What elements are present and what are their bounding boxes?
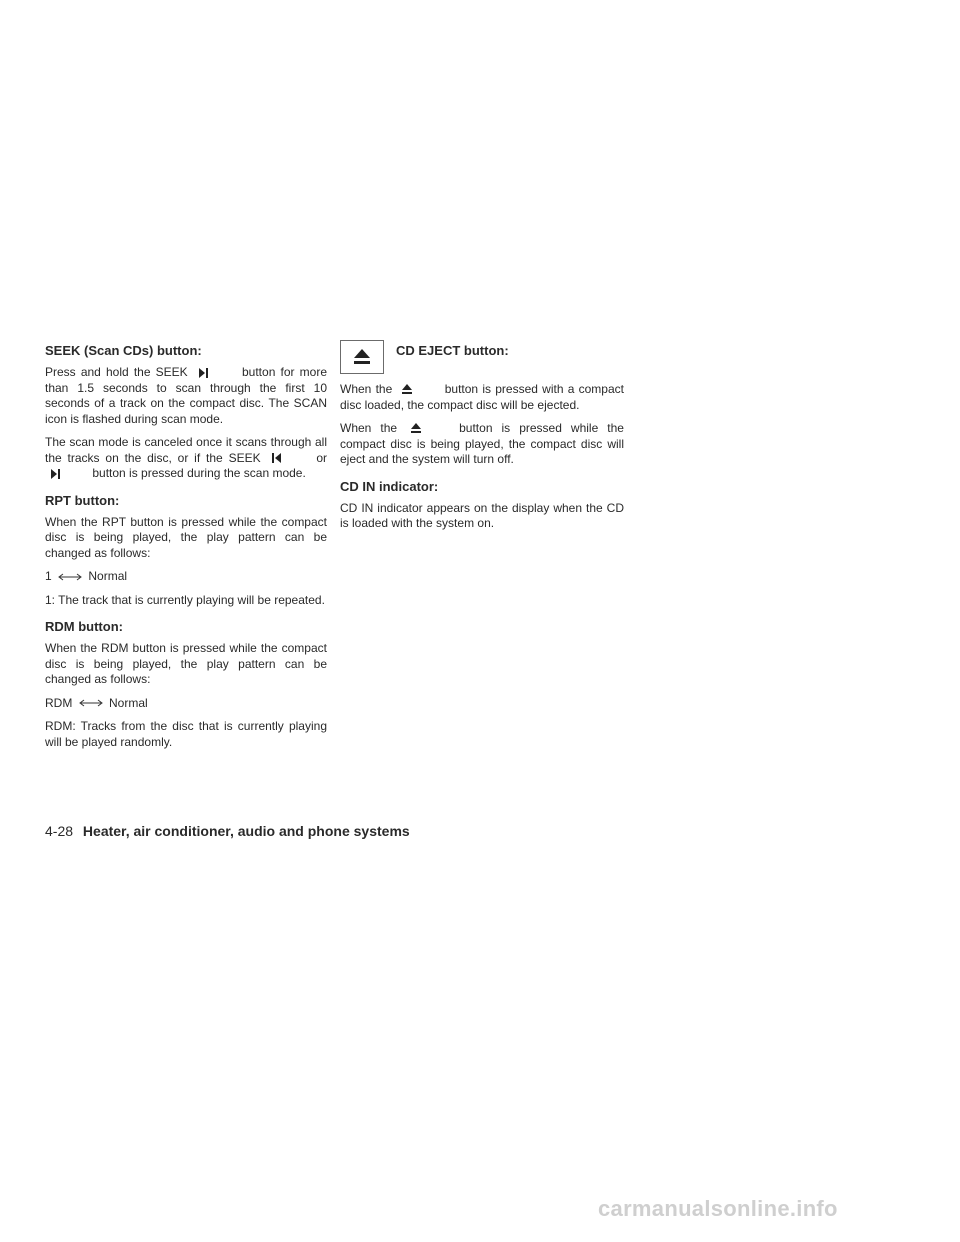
cdin-paragraph-1: CD IN indicator appears on the display when the CD is loaded with the system on. <box>340 500 624 530</box>
rpt-paragraph-2: 1: The track that is currently playing will be repeated. <box>45 592 325 607</box>
seek-p1-text-a: Press and hold the SEEK <box>45 365 188 379</box>
right-column <box>340 342 624 540</box>
seek-p2-text-a: The scan mode is canceled once it scans through all the tracks on the disc, or if the SEEK <box>45 435 327 465</box>
seek-back-icon <box>266 451 310 465</box>
double-arrow-icon <box>78 698 104 708</box>
eject-paragraph-1 <box>340 382 624 413</box>
page-number: 4-28 <box>45 823 74 839</box>
section-title: Heater, air conditioner, audio and phone systems <box>82 823 410 839</box>
rdm-paragraph-2: RDM: Tracks from the disc that is currently playing will be played randomly. <box>45 719 327 749</box>
seek-forward-icon <box>193 366 237 380</box>
rdm-seq-a: RDM <box>45 695 73 710</box>
eject-heading: CD EJECT button: <box>396 343 509 358</box>
rpt-seq-a: 1 <box>45 569 52 583</box>
eject-heading-row <box>340 342 624 374</box>
eject-p1-text-a: When the <box>340 382 393 396</box>
watermark: carmanualsonline.info <box>598 1196 838 1221</box>
eject-icon <box>406 422 450 436</box>
double-arrow-icon <box>57 572 83 582</box>
seek-paragraph-1 <box>45 365 327 427</box>
eject-paragraph-2 <box>340 421 624 468</box>
seek-p1-text-b: button for more than 1.5 seconds to scan through the first 10 seconds of a track on the compact disc. The SCAN icon is flashed during scan mode. <box>45 365 328 426</box>
rdm-paragraph-1: When the RDM button is pressed while the compact disc is being played, the play pattern can be changed as follows: <box>45 641 327 686</box>
eject-icon <box>340 340 384 374</box>
page-footer <box>45 823 410 839</box>
rdm-heading: RDM button: <box>45 619 123 634</box>
rpt-sequence <box>45 569 327 585</box>
cdin-heading: CD IN indicator: <box>340 478 439 494</box>
seek-heading: SEEK (Scan CDs) button: <box>45 343 202 358</box>
rpt-heading: RPT button: <box>45 492 120 508</box>
eject-p1-text-b: button is pressed with a compact disc loaded, the compact disc will be ejected. <box>340 382 624 412</box>
eject-icon <box>397 383 441 397</box>
seek-paragraph-2 <box>45 435 327 482</box>
rdm-sequence <box>45 696 327 712</box>
rpt-seq-b: Normal <box>88 569 128 583</box>
eject-p2-text-a: When the <box>340 421 398 435</box>
left-column <box>45 342 327 758</box>
seek-p2-or: or <box>316 450 327 465</box>
rpt-paragraph-1: When the RPT button is pressed while the compact disc is being played, the play pattern can be changed as follows: <box>45 514 327 560</box>
rdm-seq-b: Normal <box>109 695 148 710</box>
eject-p2-text-b: button is pressed while the compact disc is being played, the compact disc will eject and the system will turn off. <box>340 421 624 466</box>
seek-forward-icon <box>45 467 89 481</box>
seek-p2-text-b: button is pressed during the scan mode. <box>92 466 306 480</box>
